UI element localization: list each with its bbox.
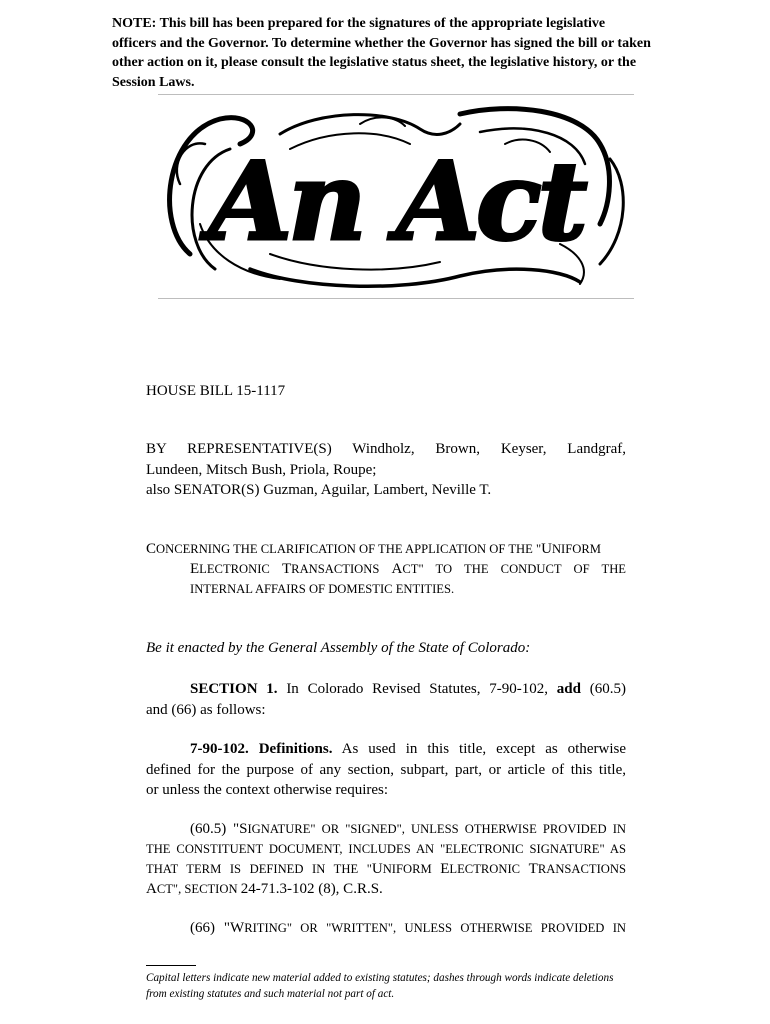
section-1-line-2: and (66) as follows: [146, 701, 266, 718]
sponsors-line-3: also SENATOR(S) Guzman, Aguilar, Lambert, Neville T. [146, 482, 492, 498]
an-act-emblem [160, 104, 632, 294]
governor-signature-note: NOTE: This bill has been prepared for the signatures of the appropriate legislative officers and the Governor. To determine whether the Governor has signed the bill or taken other action on it, please consult the legislative status sheet, the legislative history, or the Session Laws. [112, 16, 651, 90]
section-1-heading: SECTION 1. [190, 681, 278, 697]
footnote: Capital letters indicate new material added to existing statutes; dashes through words indicate deletions from existing statutes and such material not part of act. [146, 972, 614, 1000]
header-bottom-rule [158, 298, 634, 299]
definition-60-5-line-3: THAT TERM IS DEFINED IN THE "UNIFORM ELECTRONIC TRANSACTIONS [146, 861, 626, 877]
footnote-rule [146, 965, 196, 966]
section-1-line-1: SECTION 1. In Colorado Revised Statutes, 7-90-102, add (60.5) [190, 681, 626, 697]
definition-60-5-line-4: ACT", SECTION 24-71.3-102 (8), C.R.S. [146, 881, 383, 897]
svg-text:An Act: An Act [208, 139, 584, 265]
definition-60-5-line-2: THE CONSTITUENT DOCUMENT, INCLUDES AN "ELECTRONIC SIGNATURE" AS [146, 842, 626, 856]
section-1 [146, 679, 626, 720]
definition-60-5 [146, 819, 626, 899]
bill-title-line-3: INTERNAL AFFAIRS OF DOMESTIC ENTITIES. [190, 582, 455, 596]
bill-title-line-2: ELECTRONIC TRANSACTIONS ACT" TO THE CONDUCT OF THE [190, 561, 626, 577]
bill-title-line-1: CONCERNING THE CLARIFICATION OF THE APPLICATION OF THE "UNIFORM [146, 541, 601, 557]
definition-66 [146, 918, 626, 939]
bill-title [146, 539, 626, 599]
definition-60-5-line-1: (60.5) "SIGNATURE" OR "SIGNED", UNLESS OTHERWISE PROVIDED IN [190, 821, 626, 837]
definitions-section [146, 739, 626, 801]
definition-66-line-1: (66) "WRITING" OR "WRITTEN", UNLESS OTHERWISE PROVIDED IN [190, 920, 626, 936]
definitions-line-2: defined for the purpose of any section, subpart, part, or article of this title, [146, 761, 626, 778]
header-top-rule [158, 94, 634, 95]
sponsors-line-2: Lundeen, Mitsch Bush, Priola, Roupe; [146, 461, 377, 478]
sponsors-line-1: BY REPRESENTATIVE(S) Windholz, Brown, Keyser, Landgraf, [146, 441, 626, 457]
definitions-heading: 7-90-102. Definitions. [190, 741, 333, 757]
definitions-line-1: 7-90-102. Definitions. As used in this title, except as otherwise [190, 741, 626, 757]
definitions-line-3: or unless the context otherwise requires: [146, 782, 389, 798]
bill-number: HOUSE BILL 15-1117 [146, 383, 286, 399]
sponsors [146, 439, 626, 501]
enacting-clause: Be it enacted by the General Assembly of the State of Colorado: [146, 640, 531, 656]
